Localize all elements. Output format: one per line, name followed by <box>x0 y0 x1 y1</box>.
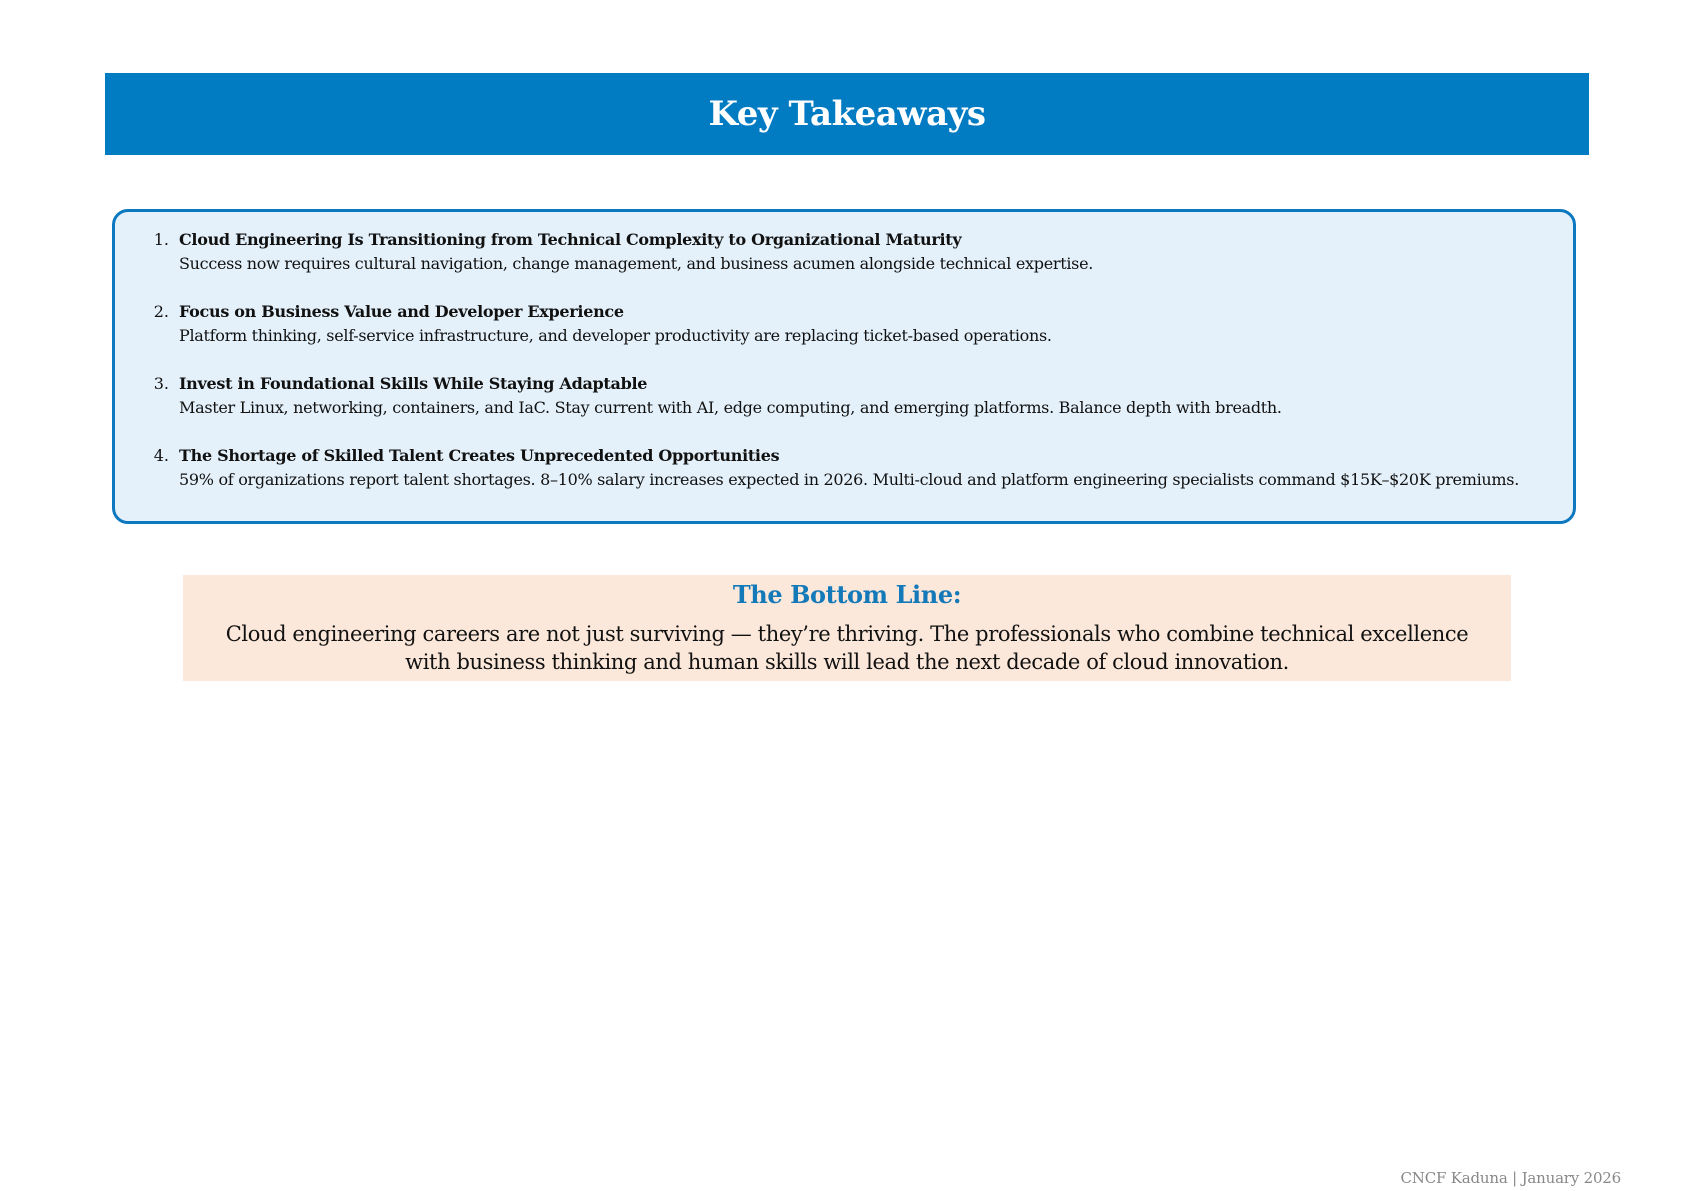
takeaway-heading: Focus on Business Value and Developer Experience <box>179 302 624 321</box>
title-banner <box>105 73 1589 155</box>
takeaway-content <box>179 372 1545 420</box>
takeaway-content <box>179 444 1545 492</box>
takeaway-item-2 <box>143 300 1545 348</box>
bottom-line-text: Cloud engineering careers are not just surviving — they’re thriving. The professionals who combine technical excellence with business thinking and human skills will lead the next decade of cloud innovation. <box>225 622 1469 674</box>
takeaway-number: 3. <box>153 374 169 393</box>
page-title: Key Takeaways <box>708 94 986 134</box>
takeaway-body: 59% of organizations report talent shortages. 8–10% salary increases expected in 2026. Multi-cloud and platform engineering specialists command $15K–$20K premiums. <box>179 470 1519 489</box>
takeaway-item-4 <box>143 444 1545 492</box>
takeaway-content <box>179 300 1545 348</box>
key-takeaways-panel <box>112 209 1576 524</box>
takeaway-heading: Cloud Engineering Is Transitioning from Technical Complexity to Organizational Maturity <box>179 230 962 249</box>
takeaway-heading: The Shortage of Skilled Talent Creates Unprecedented Opportunities <box>179 446 780 465</box>
bottom-line-callout <box>183 575 1511 681</box>
bottom-line-heading: The Bottom Line: <box>732 580 962 609</box>
takeaway-item-1 <box>143 228 1545 276</box>
takeaway-number: 4. <box>153 446 169 465</box>
takeaway-number: 2. <box>153 302 169 321</box>
takeaway-item-3 <box>143 372 1545 420</box>
takeaway-heading: Invest in Foundational Skills While Staying Adaptable <box>179 374 648 393</box>
takeaway-content <box>179 228 1545 276</box>
takeaway-body: Master Linux, networking, containers, and IaC. Stay current with AI, edge computing, and emerging platforms. Balance depth with breadth. <box>179 398 1282 417</box>
takeaway-number: 1. <box>153 230 169 249</box>
takeaway-body: Success now requires cultural navigation, change management, and business acumen alongside technical expertise. <box>179 254 1094 273</box>
takeaway-body: Platform thinking, self-service infrastructure, and developer productivity are replacing ticket-based operations. <box>179 326 1052 345</box>
page-footer: CNCF Kaduna | January 2026 <box>1400 1169 1621 1187</box>
